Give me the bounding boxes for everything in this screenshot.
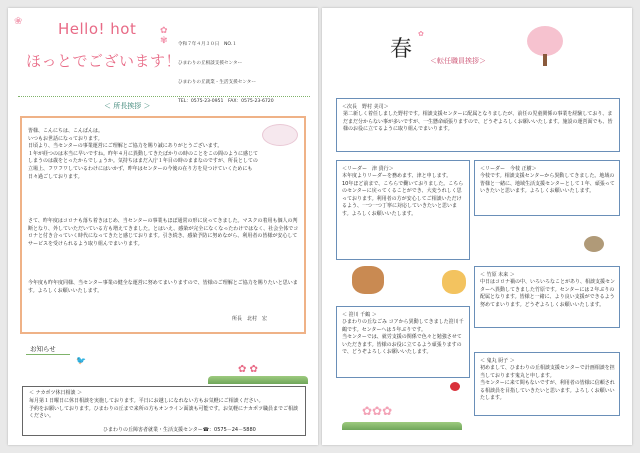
director-signature: 所長 北村 宏 [232,316,268,322]
cherry-petals-decoration: ✿✿✿ [362,404,393,418]
ladybug-icon [450,382,460,391]
staff-card-onimaru [474,352,620,416]
staff-card-body: ひまわりの丘なごみ コアから異動してきました笹川千鶴です。センターへは５年ぶりです。 当センターでは、就労支援の関係で色々と勉強させていただきます。皆様のお役に立てるよう頑張りますので、どうぞよろしくお願いいたします。 [342,319,464,356]
grass-strip [208,376,308,384]
notice-title-underline [26,354,70,355]
staff-card-title: ＜ 笹川 千鶴 ＞ [342,312,377,318]
notice-box [22,386,306,436]
staff-card-sasakawa [336,306,470,378]
staff-card-title: ＜次長 野村 美司＞ [342,104,389,110]
small-flower-decoration: ✿ [418,30,424,38]
staff-card-body: 今枝です。相談支援センターから異動してきました。地域の皆様と一緒に、地域生活支援センターとして１年、頑張っていきたいと思います。よろしくお願いいたします。 [480,173,615,195]
flower-cluster-decoration: ✿ ✾ [160,26,168,46]
masthead-line: ひまわりの丘就業・生活支援センター [178,80,256,86]
tulip-decoration: ✿ ✿ [238,364,258,375]
masthead-line: TEL：0575-23-0951 FAX：0575-23-6720 [178,99,274,105]
notice-footer: ひまわりの丘障害者就業・生活支援センター☎：0575－24－5880 [103,427,256,433]
right-page [322,8,632,445]
notice-body: 毎月第１日曜日に休日相談を実施しております。平日にお越しになれない方もお気軽にご相談ください。 予約をお願いしております。ひまわりの丘まで来所の方もオンライン面談も可能です。お気軽にナカポツ職員までご相談ください。 [29,398,298,420]
corner-flower-decoration: ❀ [14,16,23,27]
notice-box-title: ＜ ナカポツ休日相談 ＞ [29,390,83,396]
notice-title: お知らせ [30,345,56,353]
staff-card-tsu [336,160,470,260]
teacup-illustration [262,124,298,146]
cherry-trunk [543,54,547,66]
staff-card-body: 中日はコロナ禍の中、いろいろなことがあり、相談支援センターへ異動してきました竹原です。センターには２年ぶりの配属となります。皆様と一緒に、より良い支援ができるよう努めてまいります。どうぞよろしくお願いいたします。 [480,279,616,308]
cherry-blossom-tree-illustration [527,26,563,56]
staff-card-title: ＜ 鬼丸 厨子 ＞ [480,358,515,364]
director-greeting-box [20,116,306,334]
hello-title-line1: Hello! hot [58,20,137,38]
cat-illustration [442,270,466,294]
staff-card-body: 第二新しく着任しました野村です。相談支援センターに配属となりましたが、前任の児童関係の事業を経験しており、まだまだ分からない事が多いですが、一生懸命頑張りますので、どうぞよろしくお願いいたします。施設の運営面でも、皆様のお役に立てるように取り組んでまいります。 [343,111,613,133]
director-body-1: 皆様、こんにちは、こんばんは。 いつもお世話になっております。 日頃より、当センターの事業運営にご理解とご協力を賜り誠にありがとうございます。 １年が経つのは本当に早いですね。昨年４月に異動してきたばかりの時のことをこの間のように感じてしまうのは歳をとったからでしょうか。気持ちはまだ入庁１年目の時のままなのですが、所長としての立場上、フワフワしているわけにはいかず、昨年はセンターの今後の在り方を見つけていくためにも日々過ごしております。 [28,128,259,180]
staff-card-title: ＜リーダー 津 貴行＞ [342,166,394,172]
spring-character: 春 [390,37,413,62]
hello-title-line2: ほっとでございます！ [26,52,182,70]
staff-card-imaeda [474,160,620,216]
staff-card-takehara [474,266,620,328]
masthead-line: ひまわりの丘相談支援センター [178,61,243,67]
grass-strip [342,422,462,430]
staff-card-body: 初めまして、ひまわりの丘相談支援センターで計画相談を担当しております鬼丸と申します。 当センターに来て間もないですが、利用者の皆様に信頼される相談員を目指していきたいと思います。よろしくお願いいたします。 [480,365,615,402]
director-title: ＜ 所長挨拶 ＞ [104,102,151,110]
staff-card-body: 本年度よりリーダーを務めます、津と申します。 10年ほど前まで、こちらで働いておりました。こちらのセンターに戻ってくることができ、大変うれしく思っております。利用者の方が安心してご相談いただけるよう、一つ一つ丁寧に対応していきたいと思います。よろしくお願いいたします。 [342,173,464,217]
dog-illustration [352,266,384,294]
staff-card-nomura [336,98,620,152]
masthead-line: 令和７年４月３０日 NO.１ [178,41,237,47]
director-body-3: 今年度も昨年度同様、当センター事業の健全な運営に努めてまいりますので、皆様のご理解とご協力を賜りたいと思います。よろしくお願いいたします。 [28,280,298,294]
director-title-text: 所長挨拶 [113,102,142,110]
transfer-staff-title: ＜転任職員挨拶＞ [430,57,486,65]
bird-illustration: 🐦 [76,356,86,365]
bird-on-branch-illustration [584,236,604,252]
leaf-vine-divider [18,96,310,101]
director-body-2: さて、昨年度はコロナも落ち着きはじめ、当センターの事業もほぼ通常の形に戻ってきました。マスクの着用も個人の判断となり、外していただいている方も増えてきました。とはいえ、感染が完全になくなったわけではなく、社会全体でコロナと付き合っていく時代になってきたと感じております。引き続き、感染予防に努めながら、利用者の皆様が安心してサービスを受けられるよう取り組んでまいります。 [28,218,299,247]
staff-card-title: ＜ 竹原 未来 ＞ [480,272,515,278]
staff-card-title: ＜リーダー 今枝 正樹＞ [480,166,537,172]
left-page [8,8,318,445]
